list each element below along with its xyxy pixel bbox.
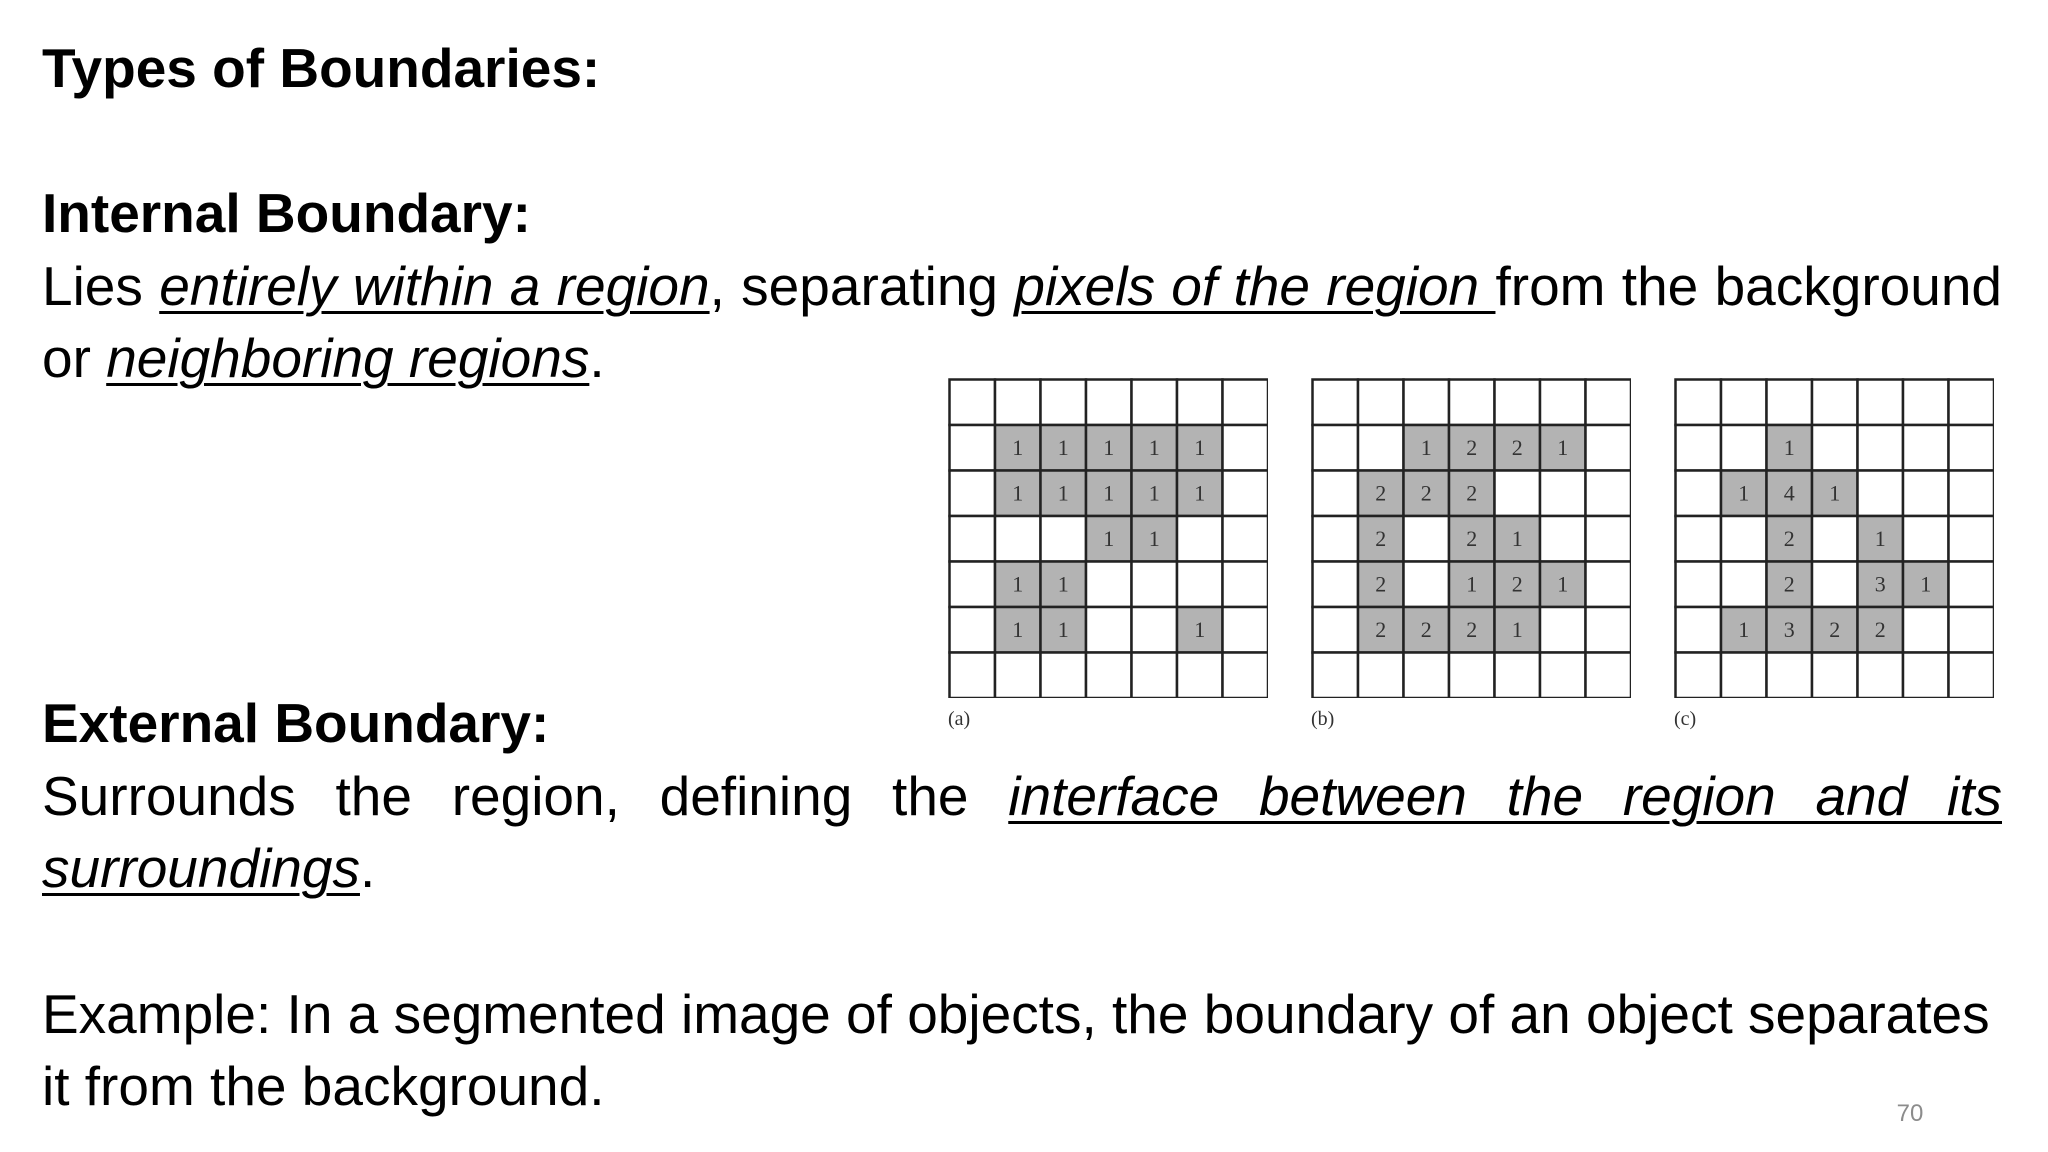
grid-cell-empty xyxy=(1313,380,1359,426)
grid-cell-empty xyxy=(1358,380,1404,426)
grid-b xyxy=(1311,378,1631,730)
grid-cell-empty xyxy=(1903,425,1949,471)
emphasis-text: neighboring regions xyxy=(106,327,590,389)
grid-cell-empty xyxy=(1313,516,1359,562)
grid-cell-empty xyxy=(1223,562,1269,608)
text-segment: Surrounds the region, defining the xyxy=(42,765,1009,827)
grid-cell-value: 2 xyxy=(1829,616,1841,642)
grid-cell-empty xyxy=(1858,380,1904,426)
emphasis-text: pixels of the region xyxy=(1014,255,1496,317)
grid-cell-value: 1 xyxy=(1557,571,1569,597)
grid-cell-empty xyxy=(1586,516,1632,562)
text-segment: Lies xyxy=(42,255,160,317)
grid-cell-value: 2 xyxy=(1511,571,1523,597)
grid-cell-empty xyxy=(950,607,996,653)
grid-cell-value: 1 xyxy=(1466,571,1478,597)
grid-cell-value: 1 xyxy=(1511,616,1523,642)
grid-cell-value: 2 xyxy=(1375,525,1387,551)
grid-cell-empty xyxy=(1313,607,1359,653)
grid-cell-empty xyxy=(1132,607,1178,653)
internal-boundary-heading: Internal Boundary: xyxy=(42,182,531,244)
text-segment: , separating xyxy=(709,255,1015,317)
grid-cell-value: 1 xyxy=(1148,480,1160,506)
grid-cell-empty xyxy=(1086,562,1132,608)
grid-cell-empty xyxy=(950,471,996,517)
grid-cell-value: 3 xyxy=(1783,616,1795,642)
grid-cell-empty xyxy=(1949,562,1995,608)
text-segment: from the background or xyxy=(42,255,2002,389)
grid-cell-empty xyxy=(1495,380,1541,426)
grid-cell-empty xyxy=(1586,471,1632,517)
grid-cell-value: 1 xyxy=(1194,434,1206,460)
grid-cell-value: 2 xyxy=(1420,480,1432,506)
grid-cell-value: 1 xyxy=(1057,616,1069,642)
grid-cell-empty xyxy=(950,516,996,562)
grid-cell-value: 1 xyxy=(1194,616,1206,642)
grid-cell-empty xyxy=(1177,380,1223,426)
grid-c-caption: (c) xyxy=(1674,708,1697,730)
grid-cell-empty xyxy=(1949,425,1995,471)
grid-cell-value: 1 xyxy=(1057,434,1069,460)
grid-cell-empty xyxy=(1721,562,1767,608)
grid-cell-empty xyxy=(1586,380,1632,426)
grid-cell-empty xyxy=(1586,562,1632,608)
grid-cell-empty xyxy=(1858,471,1904,517)
grid-cell-value: 2 xyxy=(1375,616,1387,642)
grid-cell-value: 1 xyxy=(1057,480,1069,506)
emphasis-text: interface between the region and its surroundings xyxy=(42,765,2002,899)
grid-cell-empty xyxy=(995,380,1041,426)
grid-cell-value: 1 xyxy=(1511,525,1523,551)
grid-cell-value: 2 xyxy=(1466,480,1478,506)
external-boundary-heading: External Boundary: xyxy=(42,692,550,754)
grid-cell-empty xyxy=(1404,380,1450,426)
grid-cell-value: 2 xyxy=(1466,525,1478,551)
grid-cell-empty xyxy=(1540,471,1586,517)
grid-c-svg xyxy=(1674,378,1994,698)
grid-cell-empty xyxy=(950,380,996,426)
grid-cell-empty xyxy=(1086,380,1132,426)
grid-cell-empty xyxy=(1449,380,1495,426)
grid-cell-empty xyxy=(1132,380,1178,426)
grid-cell-empty xyxy=(950,562,996,608)
grid-cell-empty xyxy=(1540,380,1586,426)
grid-cell-empty xyxy=(1177,516,1223,562)
grid-cell-empty xyxy=(1721,516,1767,562)
external-boundary-paragraph xyxy=(42,760,2002,904)
grid-cell-empty xyxy=(1223,471,1269,517)
grid-cell-value: 2 xyxy=(1375,480,1387,506)
grid-cell-empty xyxy=(1676,516,1722,562)
grid-cell-empty xyxy=(1540,607,1586,653)
grid-cell-empty xyxy=(1540,516,1586,562)
grid-cell-empty xyxy=(1721,425,1767,471)
grid-cell-empty xyxy=(1676,425,1722,471)
grid-cell-empty xyxy=(1676,562,1722,608)
grid-cell-value: 1 xyxy=(1829,480,1841,506)
grid-cell-value: 1 xyxy=(1103,434,1115,460)
grid-cell-empty xyxy=(1676,607,1722,653)
example-paragraph: Example: In a segmented image of objects, the boundary of an object separates it from the background. xyxy=(42,983,1990,1117)
grid-cell-empty xyxy=(1132,562,1178,608)
grid-cell-empty xyxy=(1041,380,1087,426)
slide-title: Types of Boundaries: xyxy=(42,37,601,99)
grid-cell-empty xyxy=(1812,425,1858,471)
grid-cell-value: 1 xyxy=(1057,571,1069,597)
grid-cell-empty xyxy=(1223,380,1269,426)
grid-cell-empty xyxy=(1949,516,1995,562)
grid-cell-value: 1 xyxy=(1557,434,1569,460)
grid-cell-value: 2 xyxy=(1511,434,1523,460)
grid-cell-empty xyxy=(1721,380,1767,426)
grid-cell-empty xyxy=(1949,471,1995,517)
grid-cell-empty xyxy=(1903,471,1949,517)
grid-cell-empty xyxy=(1676,380,1722,426)
grid-cell-value: 2 xyxy=(1783,571,1795,597)
grid-cell-value: 1 xyxy=(1420,434,1432,460)
grid-cell-empty xyxy=(1812,562,1858,608)
grid-cell-empty xyxy=(1223,516,1269,562)
grid-cell-value: 1 xyxy=(1738,616,1750,642)
grid-cell-value: 1 xyxy=(1012,480,1024,506)
grid-cell-empty xyxy=(1313,471,1359,517)
grid-cell-empty xyxy=(1812,380,1858,426)
grid-cell-empty xyxy=(950,425,996,471)
grid-cell-empty xyxy=(1358,425,1404,471)
grid-cell-value: 1 xyxy=(1148,525,1160,551)
grid-cell-empty xyxy=(1223,425,1269,471)
grid-cell-empty xyxy=(1223,607,1269,653)
grid-cell-value: 1 xyxy=(1738,480,1750,506)
grid-cell-empty xyxy=(1086,607,1132,653)
grid-cell-empty xyxy=(1858,425,1904,471)
grid-cell-empty xyxy=(1586,607,1632,653)
grid-cell-empty xyxy=(995,516,1041,562)
grid-cell-value: 3 xyxy=(1874,571,1886,597)
grid-cell-value: 2 xyxy=(1466,616,1478,642)
grid-cell-empty xyxy=(1903,607,1949,653)
grid-cell-empty xyxy=(1313,425,1359,471)
grid-cell-value: 2 xyxy=(1874,616,1886,642)
grid-cell-value: 2 xyxy=(1375,571,1387,597)
grid-cell-empty xyxy=(1313,562,1359,608)
grid-a xyxy=(948,378,1268,730)
grid-a-caption: (a) xyxy=(948,708,971,730)
text-segment: . xyxy=(589,327,605,389)
grid-cell-value: 4 xyxy=(1783,480,1795,506)
grid-cell-empty xyxy=(1041,516,1087,562)
grid-b-svg xyxy=(1311,378,1631,698)
grid-cell-value: 1 xyxy=(1103,480,1115,506)
grid-cell-value: 1 xyxy=(1012,571,1024,597)
grid-cell-empty xyxy=(1676,471,1722,517)
grid-cell-empty xyxy=(1949,380,1995,426)
grid-cell-empty xyxy=(1903,380,1949,426)
grid-a-svg xyxy=(948,378,1268,698)
grid-cell-empty xyxy=(1177,562,1223,608)
grid-cell-value: 2 xyxy=(1466,434,1478,460)
grid-cell-value: 2 xyxy=(1783,525,1795,551)
grid-cell-empty xyxy=(1903,516,1949,562)
grid-cell-value: 1 xyxy=(1194,480,1206,506)
emphasis-text: entirely within a region xyxy=(159,255,710,317)
grid-c xyxy=(1674,378,1994,730)
text-segment: . xyxy=(359,837,376,899)
grid-cell-empty xyxy=(1949,607,1995,653)
page-number: 70 xyxy=(1896,1100,1924,1127)
grid-cell-value: 1 xyxy=(1012,434,1024,460)
grid-cell-empty xyxy=(1404,516,1450,562)
grid-cell-empty xyxy=(1495,471,1541,517)
grid-cell-value: 1 xyxy=(1920,571,1932,597)
grid-cell-empty xyxy=(1586,425,1632,471)
grid-cell-value: 1 xyxy=(1874,525,1886,551)
grid-cell-value: 2 xyxy=(1420,616,1432,642)
grid-cell-value: 1 xyxy=(1148,434,1160,460)
grid-cell-empty xyxy=(1812,516,1858,562)
grid-cell-value: 1 xyxy=(1783,434,1795,460)
grid-b-caption: (b) xyxy=(1311,708,1335,730)
internal-boundary-paragraph xyxy=(42,250,2002,394)
grid-cell-value: 1 xyxy=(1103,525,1115,551)
grid-cell-value: 1 xyxy=(1012,616,1024,642)
grid-cell-empty xyxy=(1767,380,1813,426)
grid-cell-empty xyxy=(1404,562,1450,608)
